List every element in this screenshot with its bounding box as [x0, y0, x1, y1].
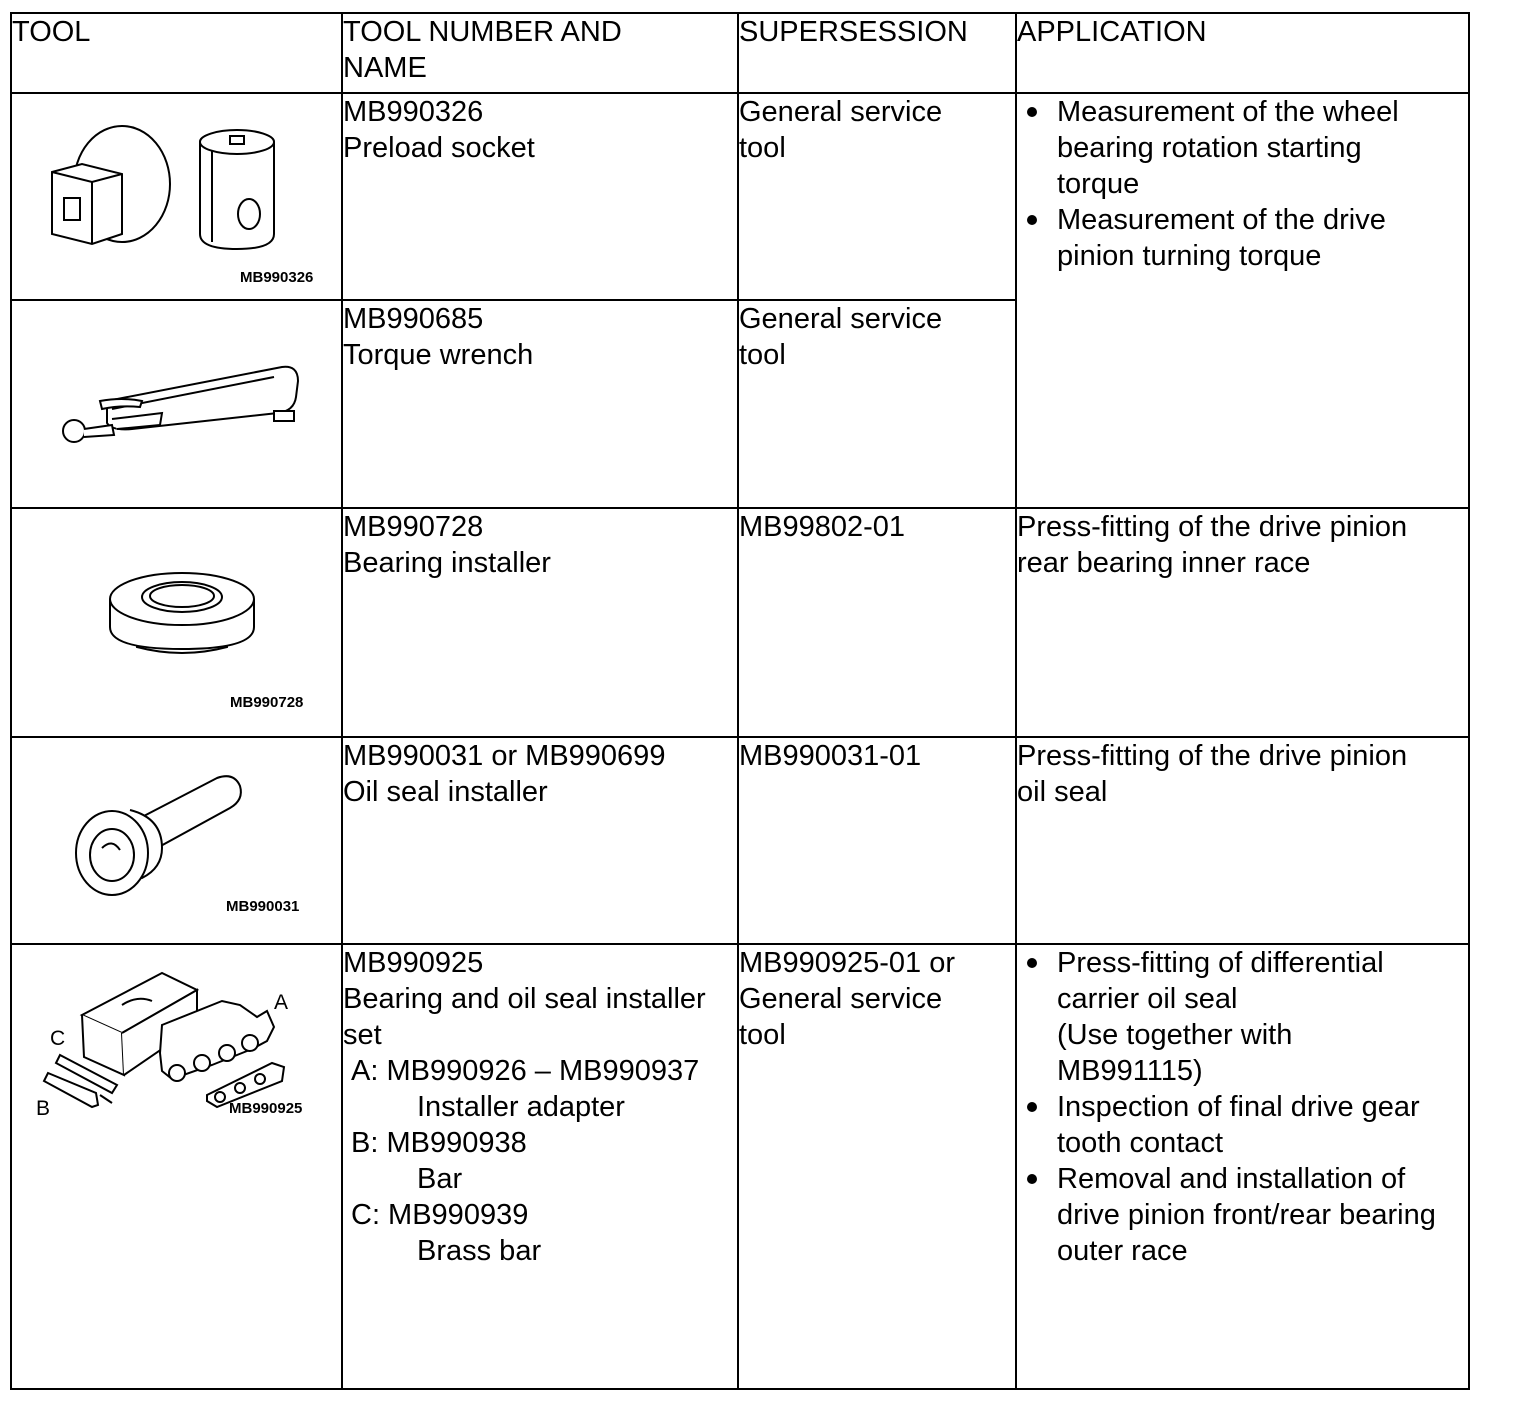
tool-number-name — [342, 944, 738, 1389]
tool-name: set — [343, 1019, 382, 1051]
header-supersession: SUPERSESSION — [738, 13, 1016, 93]
application-list — [1017, 945, 1468, 1269]
tool-image-label: MB990326 — [240, 269, 314, 286]
tool-number: MB990326 — [343, 96, 484, 128]
tool-part-label-a: A — [274, 991, 289, 1014]
application: Press-fitting of the drive pinion oil seal — [1016, 737, 1469, 944]
tool-name: Bearing installer — [343, 547, 551, 579]
table-row — [11, 93, 1469, 300]
tool-number-name — [342, 508, 738, 737]
tool-part-label-b: B — [36, 1097, 51, 1120]
supersession: General service tool — [738, 93, 1016, 300]
tool-part-label-c: C — [50, 1027, 66, 1050]
tool-image-cell — [11, 944, 342, 1389]
tool-number: MB990728 — [343, 511, 484, 543]
tool-name: Torque wrench — [343, 339, 534, 371]
list-item: Inspection of final drive gear tooth contact — [1057, 1089, 1468, 1161]
header-application: APPLICATION — [1016, 13, 1469, 93]
tool-name: Oil seal installer — [343, 776, 548, 808]
list-item: Measurement of the wheel bearing rotation starting torque — [1057, 94, 1468, 202]
supersession: General service tool — [738, 300, 1016, 508]
application — [1016, 93, 1469, 508]
list-item: Measurement of the drive pinion turning torque — [1057, 202, 1468, 274]
tool-number-name — [342, 737, 738, 944]
list-item: Removal and installation of drive pinion front/rear bearing outer race — [1057, 1161, 1468, 1269]
preload-socket-illustration — [12, 94, 343, 299]
tool-image-cell — [11, 508, 342, 737]
installer-set-illustration — [12, 945, 343, 1388]
torque-wrench-illustration — [12, 301, 343, 507]
tool-name: Preload socket — [343, 132, 535, 164]
supersession: MB990925-01 or General service tool — [738, 944, 1016, 1389]
application-list — [1017, 94, 1468, 274]
component-name: Installer adapter — [417, 1091, 625, 1123]
oil-seal-installer-illustration — [12, 738, 343, 943]
tool-number: MB990685 — [343, 303, 484, 335]
component-code: A: MB990926 – MB990937 — [351, 1055, 700, 1087]
tool-name: Bearing and oil seal installer — [343, 983, 706, 1015]
list-item: Press-fitting of differential carrier oil seal (Use together with MB991115) — [1057, 945, 1468, 1089]
tool-number: MB990031 or MB990699 — [343, 740, 666, 772]
tool-number: MB990925 — [343, 947, 484, 979]
table-row — [11, 944, 1469, 1389]
component-name: Brass bar — [417, 1235, 542, 1267]
tool-number-name — [342, 300, 738, 508]
header-row — [11, 13, 1469, 93]
header-tool: TOOL — [11, 13, 342, 93]
application — [1016, 944, 1469, 1389]
supersession: MB99802-01 — [738, 508, 1016, 737]
component-name: Bar — [417, 1163, 463, 1195]
tool-image-label: MB990925 — [229, 1100, 303, 1117]
tool-image-cell — [11, 737, 342, 944]
tool-image-label: MB990728 — [230, 694, 304, 711]
special-tools-table — [10, 12, 1470, 1390]
application: Press-fitting of the drive pinion rear bearing inner race — [1016, 508, 1469, 737]
bearing-installer-illustration — [12, 509, 343, 736]
component-code: C: MB990939 — [351, 1199, 529, 1231]
table-row — [11, 508, 1469, 737]
supersession: MB990031-01 — [738, 737, 1016, 944]
tool-image-cell — [11, 93, 342, 300]
tool-number-name — [342, 93, 738, 300]
component-code: B: MB990938 — [351, 1127, 527, 1159]
tool-image-label: MB990031 — [226, 898, 300, 915]
header-tool-number-name: TOOL NUMBER AND NAME — [342, 13, 738, 93]
table-row — [11, 737, 1469, 944]
tool-image-cell — [11, 300, 342, 508]
